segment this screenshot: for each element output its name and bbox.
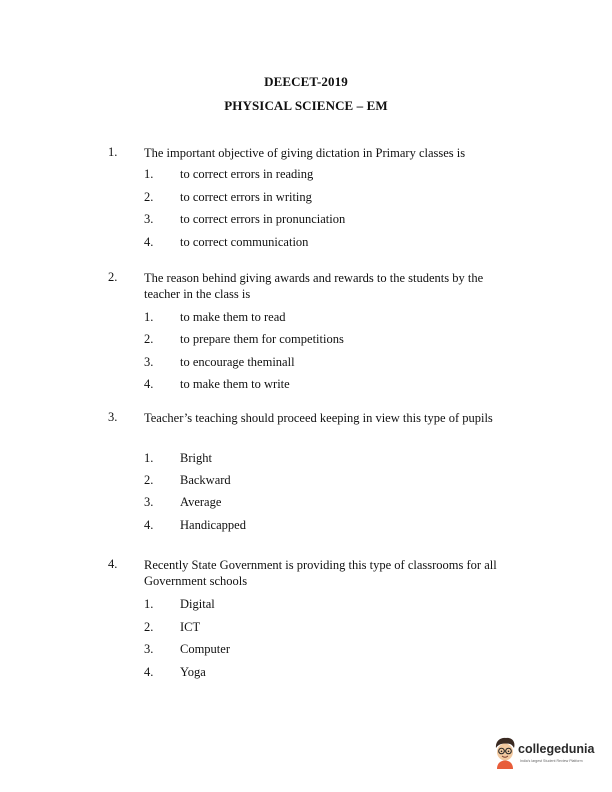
- document-subject: PHYSICAL SCIENCE – EM: [224, 98, 388, 113]
- option-number: 1.: [144, 167, 154, 181]
- question-text: Recently State Government is providing this type of classrooms for all Government schools: [144, 558, 497, 588]
- option-number: 4.: [144, 235, 154, 249]
- option-number: 1.: [144, 310, 154, 324]
- option-number: 2.: [144, 620, 154, 634]
- option-text: Bright: [180, 451, 212, 465]
- option-number: 3.: [144, 642, 154, 656]
- option-text: to correct errors in reading: [180, 167, 314, 181]
- option-text: Yoga: [180, 665, 206, 679]
- option-text: Handicapped: [180, 518, 246, 532]
- option-text: to correct errors in writing: [180, 190, 312, 204]
- option-number: 3.: [144, 495, 154, 509]
- option-number: 1.: [144, 451, 154, 465]
- logo-tagline: India's largest Student Review Platform: [520, 759, 583, 763]
- document-title: DEECET-2019: [264, 74, 348, 89]
- option-text: to correct errors in pronunciation: [180, 212, 346, 226]
- option-text: Average: [180, 495, 222, 509]
- collegedunia-logo: [492, 736, 596, 776]
- question-text: The important objective of giving dictation in Primary classes is: [144, 146, 466, 160]
- question-number: 1.: [108, 145, 118, 159]
- option-text: to make them to write: [180, 377, 290, 391]
- question-number: 2.: [108, 270, 118, 284]
- option-number: 3.: [144, 212, 154, 226]
- option-text: to correct communication: [180, 235, 309, 249]
- option-number: 3.: [144, 355, 154, 369]
- option-text: Backward: [180, 473, 231, 487]
- option-text: to prepare them for competitions: [180, 332, 344, 346]
- logo-name: collegedunia: [518, 742, 595, 756]
- option-number: 4.: [144, 665, 154, 679]
- option-text: Digital: [180, 597, 215, 611]
- student-mascot-icon: [492, 736, 518, 770]
- question-number: 3.: [108, 410, 118, 424]
- option-text: to make them to read: [180, 310, 286, 324]
- option-number: 2.: [144, 473, 154, 487]
- question-text: The reason behind giving awards and rewards to the students by the teacher in the class is: [144, 271, 484, 301]
- question-text: Teacher’s teaching should proceed keeping in view this type of pupils: [144, 411, 493, 425]
- question-number: 4.: [108, 557, 118, 571]
- option-text: ICT: [180, 620, 201, 634]
- option-number: 2.: [144, 332, 154, 346]
- option-text: to encourage theminall: [180, 355, 295, 369]
- option-number: 2.: [144, 190, 154, 204]
- option-text: Computer: [180, 642, 230, 656]
- option-number: 4.: [144, 518, 154, 532]
- option-number: 1.: [144, 597, 154, 611]
- option-number: 4.: [144, 377, 154, 391]
